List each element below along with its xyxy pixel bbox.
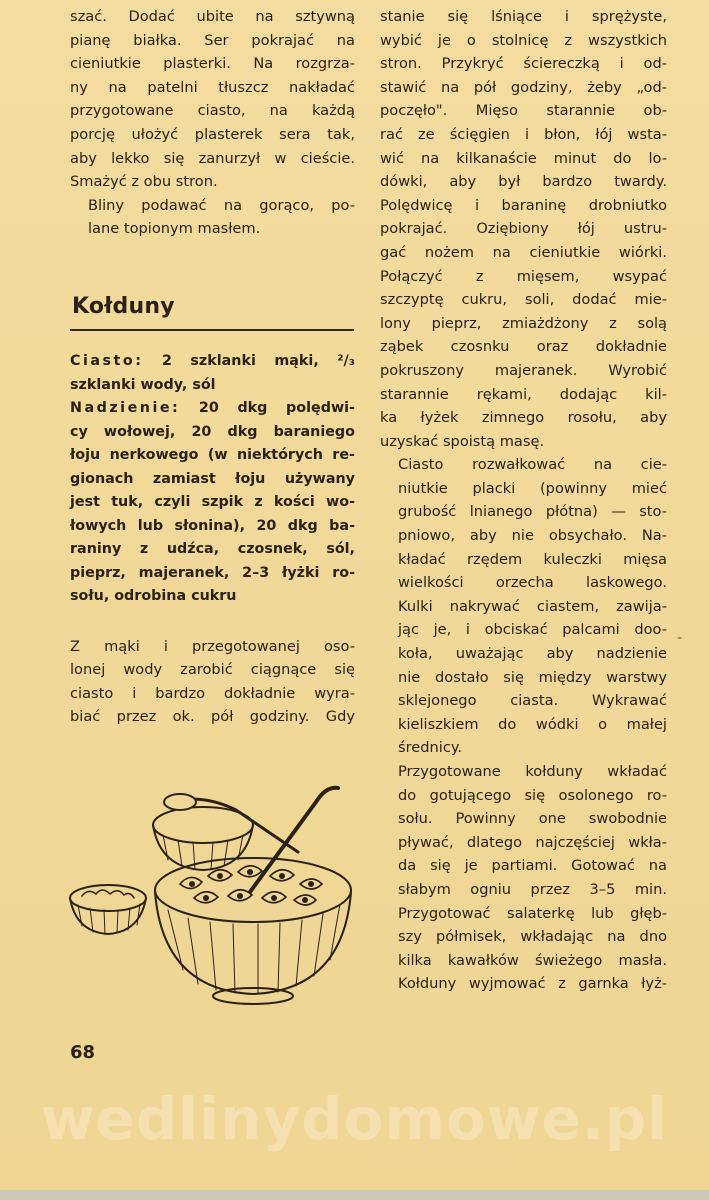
text-line: dówki, aby był bardzo twardy. xyxy=(380,173,667,191)
text-line: uzyskać spoistą masę. xyxy=(380,432,545,450)
ingredient-line: sołu, odrobina cukru xyxy=(70,588,237,604)
text-line: Smażyć z obu stron. xyxy=(70,173,218,191)
ingredient-line: jest tuk, czyli szpik z kości wo- xyxy=(70,494,355,510)
paragraph-bliny-serving xyxy=(70,194,355,241)
text-line: ząbek czosnku oraz dokładnie xyxy=(380,338,667,356)
ingredient-line: pieprz, majeranek, 2–3 łyżki ro- xyxy=(70,564,355,581)
text-line: kładać rzędem kuleczki mięsa xyxy=(398,550,667,568)
text-line: kieliszkiem do wódki o małej xyxy=(398,715,667,733)
text-line: jąc je, i obciskać palcami doo- xyxy=(398,621,667,639)
watermark: wedlinydomowe.pl xyxy=(40,1085,669,1153)
text-line: nie dostało się między warstwy xyxy=(398,668,667,686)
ciasto-label: Ciasto: xyxy=(70,353,144,369)
text-line: wybić je o stolnicę z wszystkich xyxy=(380,31,667,49)
bottom-edge xyxy=(0,1190,709,1200)
ingredients-block xyxy=(70,350,355,609)
text-line: Połączyć z mięsem, wsypać xyxy=(380,267,667,285)
nadzienie-label: Nadzienie: xyxy=(70,400,181,416)
text-line: pianę białka. Ser pokrajać na xyxy=(70,31,355,49)
text-line: wielkości orzecha laskowego. xyxy=(398,574,667,592)
text-line: ka łyżek zimnego rosołu, aby xyxy=(380,409,667,427)
text-line: starannie rękami, dodając kil- xyxy=(380,385,667,403)
ingredient-line: cy wołowej, 20 dkg baraniego xyxy=(70,423,355,440)
text-line: średnicy. xyxy=(398,739,463,757)
margin-mark: - xyxy=(677,630,683,646)
text-line: Przygotować salaterkę lub głęb- xyxy=(398,904,667,922)
text-line: kilka kawałków świeżego masła. xyxy=(398,951,667,969)
text-line: sklejonego ciasta. Wykrawać xyxy=(398,692,667,710)
ingredient-text: 2 szklanki mąki, ²/₃ xyxy=(161,353,356,369)
text-line: da się je partiami. Gotować na xyxy=(398,857,667,875)
text-line: porcję ułożyć plasterek sera tak, xyxy=(70,125,355,143)
text-line: poczęło". Mięso starannie ob- xyxy=(380,102,667,120)
recipe-heading: Kołduny xyxy=(72,294,175,319)
text-line: Bliny podawać na gorąco, po- xyxy=(88,196,355,214)
text-line: ny na patelni tłuszcz nakładać xyxy=(70,78,355,96)
ingredient-line xyxy=(70,350,355,374)
ingredient-line: raniny z udźca, czosnek, sól, xyxy=(70,541,355,557)
text-line: aby lekko się zanurzył w cieście. xyxy=(70,149,355,167)
heading-underline xyxy=(70,329,354,331)
text-line: Kołduny wyjmować z garnka łyż- xyxy=(398,975,667,993)
text-line: stanie się lśniące i sprężyste, xyxy=(380,8,667,25)
ingredient-line: gionach zamiast łoju używany xyxy=(70,470,355,487)
text-line: lane topionym masłem. xyxy=(88,220,261,238)
text-line: sołu. Powinny one swobodnie xyxy=(398,810,667,828)
paragraph-meat-prep xyxy=(380,5,667,453)
text-line: grubość lnianego płótna) — sto- xyxy=(398,503,667,521)
text-line: gać nożem na cieniutkie wiórki. xyxy=(380,243,667,261)
text-line: koła, uważając aby nadzienie xyxy=(398,645,667,663)
text-line: biać przez ok. pół godziny. Gdy xyxy=(70,708,355,726)
text-line: Przygotowane kołduny wkładać xyxy=(398,763,667,780)
text-line: pniowo, aby nie obsychało. Na- xyxy=(398,527,667,545)
text-line: rać ze ścięgien i błon, łój wsta- xyxy=(380,125,667,143)
paragraph-rolling xyxy=(380,453,667,760)
text-line: do gotującego się osolonego ro- xyxy=(398,786,667,804)
paragraph-cooking xyxy=(380,760,667,996)
page-number: 68 xyxy=(70,1042,96,1063)
text-line: szczyptę cukru, soli, dodać mie- xyxy=(380,291,667,309)
right-column-text xyxy=(380,5,667,996)
text-line: pokrajać. Oziębiony łój ustru- xyxy=(380,220,667,238)
text-line: niutkie placki (powinny mieć xyxy=(398,479,667,497)
text-line: Z mąki i przegotowanej oso- xyxy=(70,638,355,655)
text-line: stron. Przykryć ściereczką i od- xyxy=(380,55,667,73)
text-line: stawić na pół godziny, żeby „od- xyxy=(380,78,667,96)
text-line: pokruszony majeranek. Wyrobić xyxy=(380,361,667,379)
ingredient-line xyxy=(70,397,355,421)
text-line: Ciasto rozwałkować na cie- xyxy=(398,456,667,474)
text-line: lony pieprz, zmiażdżony z solą xyxy=(380,314,667,332)
text-line: cieniutkie plasterki. Na rozgrza- xyxy=(70,55,355,73)
ingredient-line: łoju nerkowego (w niektórych re- xyxy=(70,447,355,463)
text-line: lonej wody zarobić ciągnące się xyxy=(70,661,355,679)
paragraph-dough xyxy=(70,635,355,729)
text-line: Kulki nakrywać ciastem, zawija- xyxy=(398,597,667,615)
text-line: ciasto i bardzo dokładnie wyra- xyxy=(70,684,355,702)
ingredient-line: szklanki wody, sól xyxy=(70,376,216,393)
text-line: przygotowane ciasto, na każdą xyxy=(70,102,355,120)
paragraph-cheese xyxy=(70,5,355,194)
ingredient-text: 20 dkg polędwi- xyxy=(198,400,355,416)
text-line: słabym ogniu przez 3–5 min. xyxy=(398,880,667,898)
text-line: szy półmisek, wkładając na dno xyxy=(398,928,667,946)
text-line: szać. Dodać ubite na sztywną xyxy=(70,8,355,25)
text-line: pływać, dlatego najczęściej wkła- xyxy=(398,833,667,851)
left-column-text xyxy=(70,5,355,241)
text-line: Polędwicę i baraninę drobniutko xyxy=(380,196,667,214)
text-line: wić na kilkanaście minut do lo- xyxy=(380,149,667,167)
ingredient-line: łowych lub słonina), 20 dkg ba- xyxy=(70,517,355,534)
preparation-start xyxy=(70,635,355,729)
bowls-illustration xyxy=(68,780,353,1020)
